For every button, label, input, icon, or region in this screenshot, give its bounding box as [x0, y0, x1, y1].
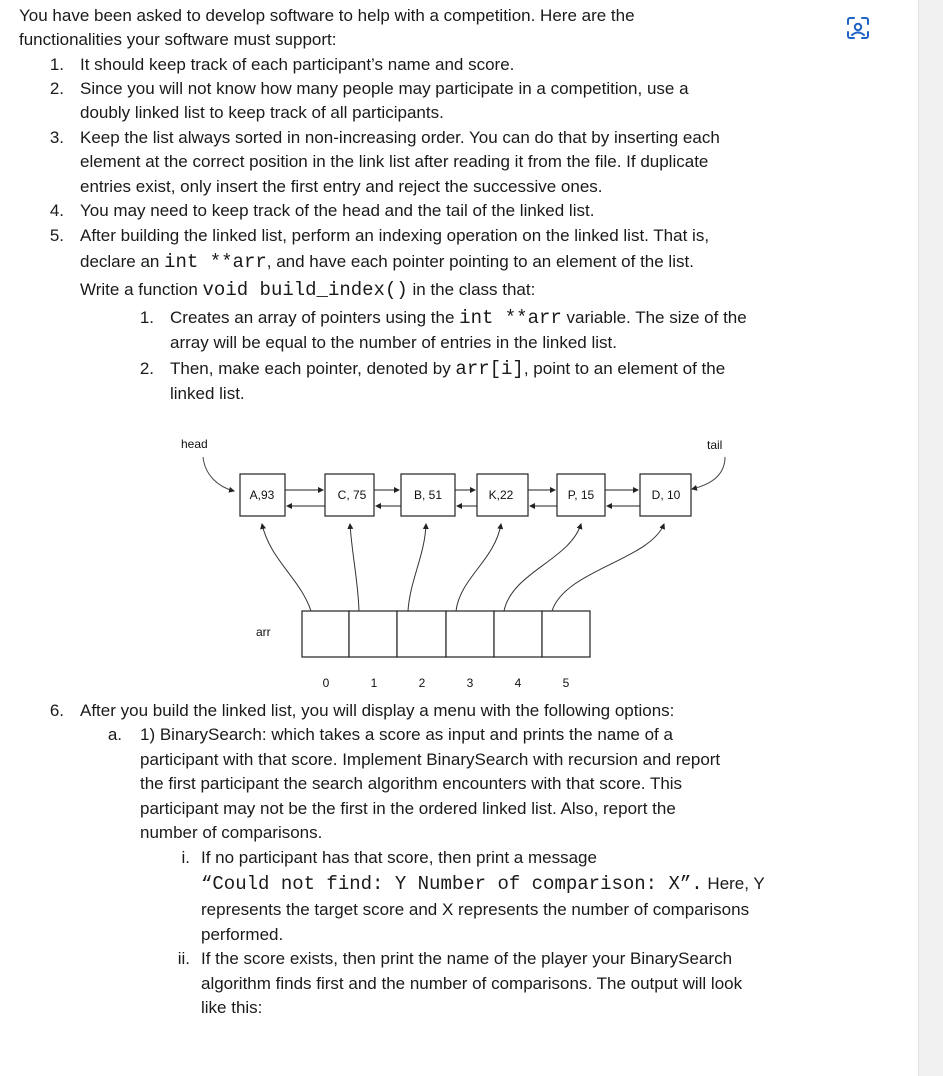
- req-5-number: 5.: [49, 226, 64, 245]
- item-6a-line-2: participant with that score. Implement BinarySearch with recursion and report: [140, 750, 721, 769]
- item-6a-ii-line-3: like this:: [201, 998, 263, 1017]
- req-4-line-1: You may need to keep track of the head and the tail of the linked list.: [80, 201, 595, 220]
- node-label: P, 15: [567, 488, 595, 502]
- sub-req-2-line-2: linked list.: [170, 384, 245, 403]
- tail-pointer: [692, 457, 725, 489]
- req-5-line-1: After building the linked list, perform an indexing operation on the linked list. That is,: [80, 226, 710, 245]
- node-label: A,93: [249, 488, 275, 502]
- req-5-line-2: declare an int **arr, and have each pointer pointing to an element of the list.: [80, 251, 694, 273]
- array-cell: [349, 611, 397, 657]
- item-6a-i-line-4: performed.: [201, 925, 284, 944]
- array-index-label: 4: [514, 676, 522, 690]
- req-3-line-1: Keep the list always sorted in non-increasing order. You can do that by inserting each: [80, 128, 720, 147]
- intro-line-1: You have been asked to develop software to help with a competition. Here are the: [19, 6, 635, 25]
- sub-req-2-line-1: Then, make each pointer, denoted by arr[i], point to an element of the: [170, 358, 726, 380]
- node-label: D, 10: [651, 488, 681, 502]
- sub-req-1-line-2: array will be equal to the number of entries in the linked list.: [170, 333, 617, 352]
- node-label: B, 51: [413, 488, 443, 502]
- arr-label: arr: [256, 625, 271, 639]
- array-index-label: 1: [370, 676, 378, 690]
- item-6a-i-line-3: represents the target score and X represents the number of comparisons: [201, 900, 750, 919]
- req-4-number: 4.: [49, 201, 64, 220]
- item-6a-i-marker: i.: [181, 848, 190, 867]
- array-index-label: 3: [466, 676, 474, 690]
- index-pointer: [408, 524, 426, 611]
- req-3-line-2: element at the correct position in the link list after reading it from the file. If duplicate: [80, 152, 709, 171]
- scrollbar-track[interactable]: [918, 0, 943, 1076]
- tail-label: tail: [707, 438, 723, 452]
- index-pointer: [504, 524, 581, 611]
- array-index-label: 5: [562, 676, 570, 690]
- item-6-text: After you build the linked list, you will display a menu with the following options:: [80, 701, 675, 720]
- item-6a-line-4: participant may not be the first in the ordered linked list. Also, report the: [140, 799, 676, 818]
- head-label: head: [181, 437, 208, 451]
- node-label: K,22: [488, 488, 514, 502]
- item-6a-i-line-2: “Could not find: Y Number of comparison: X”. Here, Y: [201, 873, 765, 895]
- array-cell: [302, 611, 349, 657]
- array-index-label: 2: [418, 676, 426, 690]
- item-6-number: 6.: [49, 701, 64, 720]
- array-cell: [542, 611, 590, 657]
- head-pointer: [203, 457, 234, 491]
- node-label: C, 75: [337, 488, 367, 502]
- req-2-number: 2.: [49, 79, 64, 98]
- sub-req-2-number: 2.: [139, 359, 154, 378]
- array-cell: [494, 611, 542, 657]
- item-6a-line-5: number of comparisons.: [140, 823, 323, 842]
- req-1-number: 1.: [49, 55, 64, 74]
- req-2-line-1: Since you will not know how many people may participate in a competition, use a: [80, 79, 689, 98]
- req-3-line-3: entries exist, only insert the first entry and reject the successive ones.: [80, 177, 603, 196]
- index-pointer: [456, 524, 501, 611]
- array-cell: [446, 611, 494, 657]
- item-6a-marker: a.: [107, 725, 122, 744]
- array-index-label: 0: [322, 676, 330, 690]
- item-6a-ii-line-1: If the score exists, then print the name of the player your BinarySearch: [201, 949, 733, 968]
- item-6a-line-3: the first participant the search algorithm encounters with that score. This: [140, 774, 683, 793]
- req-3-number: 3.: [49, 128, 64, 147]
- intro-line-2: functionalities your software must support:: [19, 30, 337, 49]
- array-cell: [397, 611, 446, 657]
- item-6a-i-line-1: If no participant has that score, then print a message: [201, 848, 597, 867]
- index-pointer: [262, 524, 311, 611]
- sub-req-1-number: 1.: [139, 308, 154, 327]
- req-2-line-2: doubly linked list to keep track of all participants.: [80, 103, 444, 122]
- sub-req-1-line-1: Creates an array of pointers using the int **arr variable. The size of the: [170, 307, 747, 329]
- index-pointer: [350, 524, 359, 611]
- item-6a-ii-line-2: algorithm finds first and the number of comparisons. The output will look: [201, 974, 743, 993]
- item-6a-line-1: 1) BinarySearch: which takes a score as input and prints the name of a: [140, 725, 673, 744]
- req-5-line-3: Write a function void build_index() in the class that:: [80, 279, 536, 301]
- item-6a-ii-marker: ii.: [177, 949, 190, 968]
- index-pointer: [552, 524, 664, 611]
- req-1-line-1: It should keep track of each participant’s name and score.: [80, 55, 515, 74]
